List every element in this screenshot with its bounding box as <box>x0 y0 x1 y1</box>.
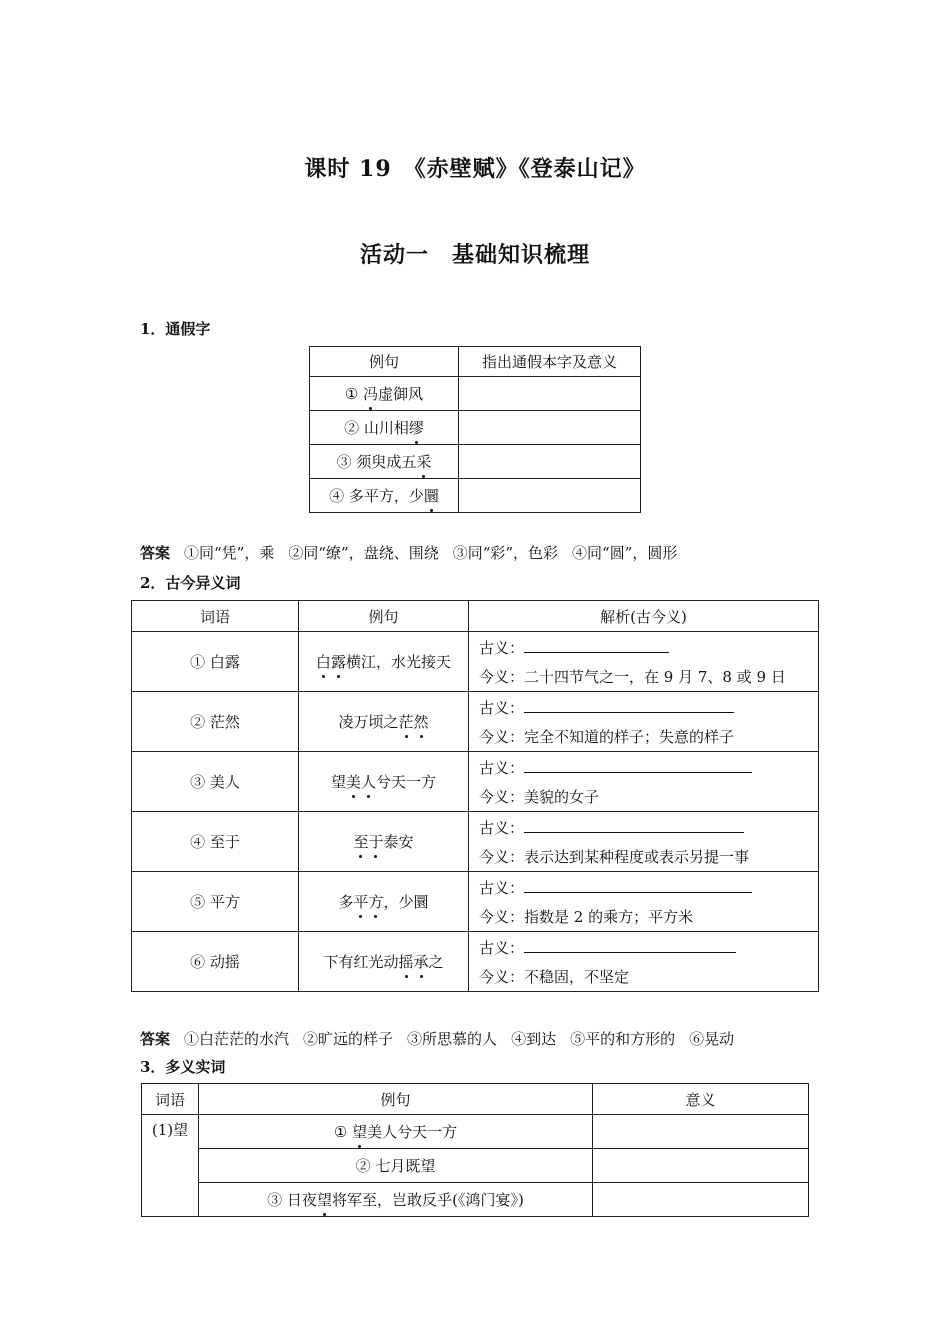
guji-analysis <box>469 812 819 872</box>
guji-sentence: 凌万顷之茫然 <box>299 692 469 752</box>
emphasis-dot-char: 望 <box>316 1191 332 1209</box>
emphasis-dot-char: 于 <box>368 833 384 851</box>
guji-word: ② 茫然 <box>132 692 299 752</box>
guji-analysis <box>469 872 819 932</box>
duoyi-sentence: ② 七月既望 <box>199 1149 593 1183</box>
guji-analysis <box>469 632 819 692</box>
tongjia-answer-cell[interactable] <box>459 445 641 479</box>
guji-word: ⑤ 平方 <box>132 872 299 932</box>
guji-word: ⑥ 动摇 <box>132 932 299 992</box>
jin-meaning: 美貌的女子 <box>524 787 600 806</box>
answer-item: ⑤平的和方形的 <box>570 1030 676 1048</box>
page-title: 课时 19 《赤壁赋》《登泰山记》 <box>304 156 646 182</box>
table-row <box>142 1115 809 1149</box>
jin-label: 今义： <box>479 967 525 986</box>
gu-blank[interactable] <box>524 638 669 653</box>
jin-meaning: 指数是 2 的乘方；平方米 <box>524 907 694 926</box>
guji-sentence: 下有红光动摇承之 <box>299 932 469 992</box>
tongjia-sentence: ③ 须臾成五采 <box>310 445 459 479</box>
guji-sentence: 望美人兮天一方 <box>299 752 469 812</box>
gu-blank[interactable] <box>524 878 752 893</box>
jin-label: 今义： <box>479 907 525 926</box>
guji-word: ③ 美人 <box>132 752 299 812</box>
tongjia-sentence: ④ 多平方，少圜 <box>310 479 459 513</box>
table-row <box>132 752 819 812</box>
duoyi-word: (1)望 <box>142 1115 199 1217</box>
answer-label: 答案 <box>140 544 171 562</box>
gu-label: 古义： <box>479 818 525 837</box>
table-row <box>132 632 819 692</box>
jin-label: 今义： <box>479 787 525 806</box>
gu-label: 古义： <box>479 878 525 897</box>
emphasis-dot-char: 人 <box>360 773 376 791</box>
table-row <box>132 872 819 932</box>
jin-meaning: 二十四节气之一，在 9 月 7、8 或 9 日 <box>524 667 786 686</box>
guji-analysis <box>469 692 819 752</box>
guji-word: ④ 至于 <box>132 812 299 872</box>
gu-blank[interactable] <box>524 938 736 953</box>
gu-blank[interactable] <box>524 698 734 713</box>
emphasis-dot-char: 承 <box>413 953 429 971</box>
section-3-heading: 3．多义实词 <box>140 1058 226 1076</box>
answer-item: ①白茫茫的水汽 <box>184 1030 290 1048</box>
tongjia-sentence: ② 山川相缪 <box>310 411 459 445</box>
guji-word: ① 白露 <box>132 632 299 692</box>
duoyi-meaning-cell[interactable] <box>593 1115 809 1149</box>
gu-blank[interactable] <box>524 818 744 833</box>
guji-analysis <box>469 752 819 812</box>
jin-label: 今义： <box>479 727 525 746</box>
tongjia-header-sentence: 例句 <box>310 347 459 377</box>
section-1-answer <box>140 542 812 563</box>
jin-meaning: 不稳固，不坚定 <box>524 967 630 986</box>
emphasis-dot-char: 采 <box>416 453 432 471</box>
answer-item: ⑥晃动 <box>689 1030 735 1048</box>
table-row <box>142 1149 809 1183</box>
jin-label: 今义： <box>479 847 525 866</box>
answer-item: ④到达 <box>511 1030 557 1048</box>
duoyi-header-word: 词语 <box>142 1084 199 1115</box>
table-row <box>310 411 641 445</box>
table-row <box>132 692 819 752</box>
answer-item: ③同“彩”，色彩 <box>452 544 559 562</box>
jin-meaning: 完全不知道的样子；失意的样子 <box>524 727 735 746</box>
emphasis-dot-char: 方 <box>368 893 384 911</box>
duoyi-meaning-cell[interactable] <box>593 1149 809 1183</box>
table-row <box>310 445 641 479</box>
emphasis-dot-char: 露 <box>330 653 346 671</box>
section-2-heading: 2．古今异义词 <box>140 574 241 592</box>
tongjia-sentence: ① 冯虚御风 <box>310 377 459 411</box>
tongjia-table <box>309 346 641 513</box>
duoyi-sentence: ③ 日夜望将军至，岂敢反乎(《鸿门宴》) <box>199 1183 593 1217</box>
tongjia-header-meaning: 指出通假本字及意义 <box>459 347 641 377</box>
section-1-heading: 1．通假字 <box>140 320 211 338</box>
emphasis-dot-char: 美 <box>345 773 361 791</box>
emphasis-dot-char: 茫 <box>398 713 414 731</box>
emphasis-dot-char: 至 <box>353 833 369 851</box>
emphasis-dot-char: 摇 <box>398 953 414 971</box>
guji-sentence: 多平方，少圜 <box>299 872 469 932</box>
gu-blank[interactable] <box>524 758 752 773</box>
answer-label: 答案 <box>140 1030 171 1048</box>
duoyi-sentence: ① 望美人兮天一方 <box>199 1115 593 1149</box>
gu-label: 古义： <box>479 938 525 957</box>
guji-analysis <box>469 932 819 992</box>
duoyi-header-sentence: 例句 <box>199 1084 593 1115</box>
emphasis-dot-char: 圜 <box>423 487 439 505</box>
guji-sentence: 至于泰安 <box>299 812 469 872</box>
emphasis-dot-char: 冯 <box>363 385 379 403</box>
table-row <box>142 1183 809 1217</box>
emphasis-dot-char: 平 <box>353 893 369 911</box>
emphasis-dot-char: 缪 <box>408 419 424 437</box>
table-row <box>132 812 819 872</box>
activity-heading: 活动一 基础知识梳理 <box>359 242 590 268</box>
gu-label: 古义： <box>479 758 525 777</box>
jin-label: 今义： <box>479 667 525 686</box>
emphasis-dot-char: 望 <box>352 1123 368 1141</box>
tongjia-answer-cell[interactable] <box>459 377 641 411</box>
section-2-answer <box>140 1028 812 1049</box>
emphasis-dot-char: 然 <box>413 713 429 731</box>
answer-item: ②旷远的样子 <box>303 1030 394 1048</box>
duoyi-header-meaning: 意义 <box>593 1084 809 1115</box>
answer-item: ③所思慕的人 <box>407 1030 498 1048</box>
table-row <box>310 479 641 513</box>
guji-header-sentence: 例句 <box>299 601 469 632</box>
table-row <box>132 932 819 992</box>
duoyi-meaning-cell[interactable] <box>593 1183 809 1217</box>
answer-item: ④同“圆”，圆形 <box>572 544 678 562</box>
emphasis-dot-char: 白 <box>315 653 331 671</box>
tongjia-answer-cell[interactable] <box>459 411 641 445</box>
guji-header-analysis: 解析(古今义) <box>469 601 819 632</box>
gu-label: 古义： <box>479 638 525 657</box>
answer-item: ②同“缭”，盘绕、围绕 <box>288 544 439 562</box>
guji-header-word: 词语 <box>132 601 299 632</box>
duoyi-table <box>141 1083 809 1217</box>
gu-label: 古义： <box>479 698 525 717</box>
guji-table <box>131 600 819 992</box>
table-row <box>310 377 641 411</box>
jin-meaning: 表示达到某种程度或表示另提一事 <box>524 847 750 866</box>
answer-item: ①同“凭”，乘 <box>184 544 275 562</box>
tongjia-answer-cell[interactable] <box>459 479 641 513</box>
guji-sentence: 白露横江，水光接天 <box>299 632 469 692</box>
